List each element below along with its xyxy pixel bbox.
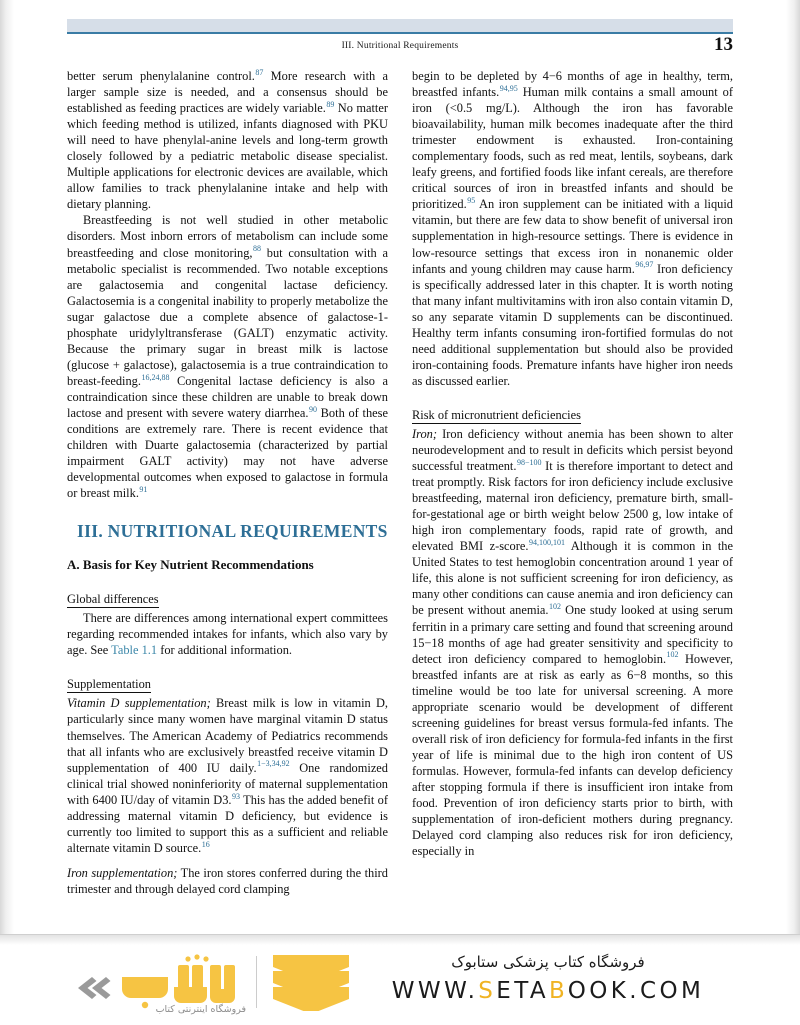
right-column <box>412 68 733 928</box>
setabook-logo[interactable] <box>70 951 370 1013</box>
url-letter-b: B <box>549 978 568 1004</box>
scan-edge-left <box>0 0 14 934</box>
footer-text-block <box>338 953 758 1004</box>
risk-heading-wrap <box>412 398 733 426</box>
paragraph-spacer <box>67 856 388 865</box>
paragraph: There are differences among international expert committees regarding recommended intakes for infants, which also vary by age. See Table 1.1 for additional information. <box>67 611 388 658</box>
paragraph: Iron; Iron deficiency without anemia has been shown to alter neurodevelopment and to result in deficits which persist beyond successful treatment.$^{98-100}$ It is therefore important to detect and treat promptly. Risk factors for iron deficiency include exclusive breastfeeding, maternal iron deficiency, premature birth, small-for-gestational age or birth weight below 2500 g, low intake of high iron complementary foods, rapid rate of growth, and elevated BMI z-score.$^{94,100,101}$ Although it is common in the United States to test hemoglobin concentration around 1 year of life, this alone is not sufficient screening for iron deficiency, as many other conditions can cause anemia and iron deficiency can be present without anemia.$^{102}$ One study looked at using serum ferritin in a primary care setting and found that screening around 15−18 months of age had greater sensitivity and specificity to detect iron deficiency compared to hemoglobin.$^{102}$ However, breastfed infants are at risk as early as 6−8 months, so this timeline would be too late for universal screening. A more appropriate scenario would be development of different screening guidelines for breast versus formula-fed infants. The overall risk of iron deficiency for formula-fed infants in the first year of life is minimal due to the high iron content of US formulas. However, formula-fed infants can develop deficiency after stopping formula if there is insufficient iron intake from food. Prevention of iron deficiency starts prior to birth, with supplementation of iron-deficient mothers during pregnancy. Delayed cord clamping also reduces risk for iron deficiency, especially in <box>412 426 734 859</box>
section-heading: III. NUTRITIONAL REQUIREMENTS <box>77 521 388 542</box>
header-decorative-bar <box>67 19 733 34</box>
supplementation-heading-wrap <box>67 667 388 695</box>
logo-divider <box>256 956 257 1008</box>
left-column <box>67 68 388 928</box>
url-letter-s: S <box>478 978 497 1004</box>
footer-url[interactable] <box>338 978 758 1004</box>
paragraph: Breastfeeding is not well studied in other metabolic disorders. Most inborn errors of metabolism can include some breastfeeding and close monitoring,$^{88}$ but consultation with a metabolic specialist is recommended. Two notable exceptions are galactosemia and congenital lactase deficiency. Galactosemia is a congenital inability to properly metabolize the sugar galactose due a complete absence of galactose-1-phosphate uridylyltransferase (GALT) enzymatic activity. Because the primary sugar in breast milk is lactose (glucose + galactose), galactosemia is a true contraindication to breast-feeding.$^{16,24,88}$ Congenital lactase deficiency is also a contraindication since these children are unable to break down lactose and present with severe watery diarrhea.$^{90}$ Both of these conditions are extremely rare. There is recent evidence that children with Duarte galactosemia (characterized by partial impairment GALT activity) may not have adverse developmental outcomes when exposed to galactose in formula or breast milk.$^{91}$ <box>67 213 388 501</box>
subsection-heading-a: A. Basis for Key Nutrient Recommendations <box>67 557 314 573</box>
running-header <box>67 34 733 60</box>
setabook-wordmark-icon <box>70 951 250 1013</box>
logo-subtitle: فروشگاه اینترنتی کتاب <box>155 1004 246 1015</box>
running-header-title: III. Nutritional Requirements <box>341 41 459 51</box>
paragraph: better serum phenylalanine control.$^{87}$ More research with a larger sample size is needed, and a consensus should be established as feeding practices are widely variable.$^{89}$ No matter which feeding method is utilized, infants diagnosed with PKU will need to have phenylal-anine levels and long-term growth closely followed by a pediatric metabolic disease specialist. Multiple applications for electronic devices are available, which allow families to track phenylalanine intake and help with dietary planning. <box>67 67 388 212</box>
global-differences-heading: Global differences <box>67 592 159 607</box>
url-prefix: WWW. <box>391 978 479 1004</box>
footer-banner <box>0 934 800 1025</box>
footer-shade <box>0 935 800 945</box>
paragraph: Vitamin D supplementation; Breast milk is low in vitamin D, particularly since many women have marginal vitamin D status themselves. The American Academy of Pediatrics recommends that all infants who are exclusively breastfed receive vitamin D supplementation of 400 IU daily.$^{1-3,34,92}$ One randomized clinical trial showed noninferiority of maternal supplementation with 6400 IU/day of vitamin D3.93 This has the added benefit of addressing maternal vitamin D deficiency, but evidence is currently too limited to support this as a sufficient and reliable alternate vitamin D source.$^{16}$ <box>67 696 389 855</box>
url-suffix: OOK.COM <box>567 978 705 1004</box>
paragraph: Iron supplementation; The iron stores conferred during the third trimester and through delayed cord clamping <box>67 865 388 896</box>
footer-tagline: فروشگاه کتاب پزشکی ستابوک <box>451 953 645 971</box>
risk-of-micronutrient-deficiencies-heading: Risk of micronutrient deficiencies <box>412 407 581 422</box>
scan-edge-right <box>786 0 800 934</box>
supplementation-heading: Supplementation <box>67 677 151 692</box>
page-number: 13 <box>714 34 733 55</box>
body-columns <box>67 68 733 928</box>
global-differences-heading-wrap <box>67 582 388 610</box>
paragraph: begin to be depleted by 4−6 months of age in healthy, term, breastfed infants.$^{94,95}$ Human milk contains a small amount of iron (<0.5 mg/L). Although the iron has favorable bioavailability, human milk becomes inadequate after the third trimester endowment is exhausted. Iron-containing complementary foods, such as red meat, lentils, soybeans, dark leafy greens, and fortified foods like infant cereals, are therefore critical sources of iron in breastfed infants and should be prioritized.$^{95}$ An iron supplement can be initiated with a liquid vitamin, but there are few data to show benefit of universal iron supplementation in high-resource settings. There is evidence in low-resource settings that excess iron in nonanemic older infants and young children may cause harm.$^{96,97}$ Iron deficiency is specifically addressed later in this chapter. It is worth noting that many infant multivitamins with iron also contain vitamin D, so any separate vitamin D supplements can be discontinued. Healthy term infants consuming iron-fortified formulas do not need additional supplementation but should also be provided iron-containing foods. Premature infants have higher iron needs as discussed earlier. <box>412 69 733 388</box>
url-eta: ETA <box>496 978 550 1004</box>
